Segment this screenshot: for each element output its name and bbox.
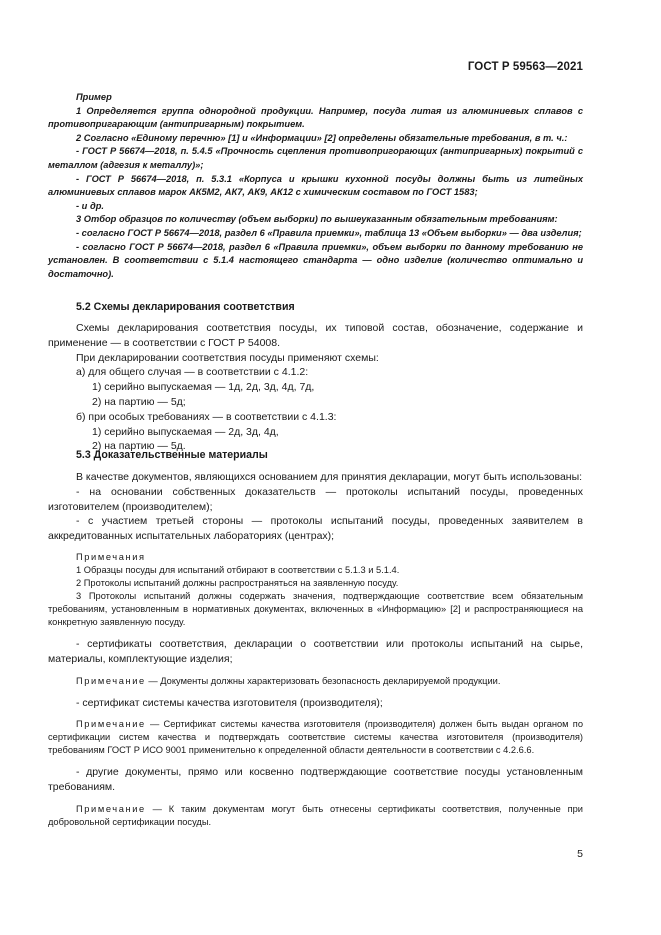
list-item: - сертификаты соответствия, декларации о соответствии или протоколы испытаний на сырье, материалы, комплектующие изделия; bbox=[48, 637, 583, 665]
example-line: - согласно ГОСТ Р 56674—2018, раздел 6 «Правила приемки», объем выборки по данному требованию не установлен. В соответствии с 5.1.4 настоящего стандарта — одно изделие (количество оптимально и достаточно). bbox=[48, 241, 583, 279]
list-item: - другие документы, прямо или косвенно подтверждающие соответствие посуды установленным требованиям. bbox=[48, 766, 583, 794]
example-title: Пример bbox=[76, 92, 112, 102]
note-item: 2 Протоколы испытаний должны распространяться на заявленную посуду. bbox=[76, 577, 399, 588]
list-item: а) для общего случая — в соответствии с 4.1.2: bbox=[76, 366, 309, 379]
list-item: - на основании собственных доказательств — протоколы испытаний посуды, проведенных изготовителем (производителем); bbox=[48, 485, 583, 513]
note-item: 3 Протоколы испытаний должны содержать значения, подтверждающие соответствие всем обязательным требованиям, установленным в нормативных документах, включенных в «Информацию» [2] и распространяющиеся на конкретную заявленную посуду. bbox=[48, 590, 583, 627]
list-item: 1) серийно выпускаемая — 1д, 2д, 3д, 4д, 7д, bbox=[92, 381, 315, 394]
paragraph: При декларировании соответствия посуды применяют схемы: bbox=[76, 351, 379, 364]
section-heading: 5.3 Доказательственные материалы bbox=[76, 449, 268, 461]
note-text: — К таким документам могут быть отнесены сертификаты соответствия, полученные при добровольной сертификации посуды. bbox=[48, 803, 584, 827]
example-line: - согласно ГОСТ Р 56674—2018, раздел 6 «Правила приемки», таблица 13 «Объем выборки» — два изделия; bbox=[76, 227, 582, 238]
note bbox=[48, 675, 583, 688]
document-id: ГОСТ Р 59563—2021 bbox=[467, 61, 583, 73]
page-number: 5 bbox=[577, 848, 583, 860]
example-line: - и др. bbox=[76, 200, 104, 211]
example-line: 2 Согласно «Единому перечню» [1] и «Информации» [2] определены обязательные требования, в т. ч.: bbox=[76, 132, 568, 143]
section-heading: 5.2 Схемы декларирования соответствия bbox=[76, 301, 295, 313]
section-5-2 bbox=[48, 300, 583, 454]
list-item: 2) на партию — 5д. bbox=[92, 440, 186, 453]
list-item: 2) на партию — 5д; bbox=[92, 395, 186, 408]
paragraph: Схемы декларирования соответствия посуды, их типовой состав, обозначение, содержание и применение — в соответствии с ГОСТ Р 54008. bbox=[48, 322, 583, 349]
note-label: Примечание bbox=[76, 675, 146, 686]
example-line: - ГОСТ Р 56674—2018, п. 5.3.1 «Корпуса и крышки кухонной посуды должны быть из литейных алюминиевых сплавов марок АК5М2, АК7, АК9, АК12 с химическим составом по ГОСТ 1583; bbox=[48, 173, 583, 198]
list-item: - с участием третьей стороны — протоколы испытаний посуды, проведенных заявителем в аккредитованных испытательных лабораториях (центрах); bbox=[48, 515, 583, 543]
note-item: 1 Образцы посуды для испытаний отбирают в соответствии с 5.1.3 и 5.1.4. bbox=[76, 564, 400, 575]
note-label: Примечание bbox=[76, 803, 146, 814]
example-line: - ГОСТ Р 56674—2018, п. 5.4.5 «Прочность сцепления противопригорающих (антипригарных) покрытий с металлом (адгезия к металлу)»; bbox=[48, 146, 583, 170]
note-text: — Документы должны характеризовать безопасность декларируемой продукции. bbox=[148, 675, 501, 686]
note-label: Примечание bbox=[76, 719, 146, 730]
notes-title: Примечания bbox=[76, 551, 146, 562]
note bbox=[48, 803, 583, 829]
example-line: 3 Отбор образцов по количеству (объем выборки) по вышеуказанным обязательным требованиям: bbox=[76, 214, 558, 225]
example-line: 1 Определяется группа однородной продукции. Например, посуда литая из алюминиевых сплавов с противопригарающим (антипригарным) покрытием. bbox=[48, 105, 583, 130]
list-item: - сертификат системы качества изготовителя (производителя); bbox=[76, 696, 383, 709]
paragraph: В качестве документов, являющихся основанием для принятия декларации, могут быть использованы: bbox=[76, 471, 583, 483]
section-5-3 bbox=[48, 448, 583, 829]
note-text: — Сертификат системы качества изготовителя (производителя) должен быть выдан органом по сертификации систем качества и подтверждать соответствие системы качества изготовителя (производителя) требованиям ГОСТ Р ИСО 9001 применительно к определенной области деятельности в соответствии с 4.2.6.6. bbox=[48, 719, 583, 756]
example-block bbox=[48, 91, 583, 281]
note bbox=[48, 718, 583, 757]
list-item: б) при особых требованиях — в соответствии с 4.1.3: bbox=[76, 410, 337, 423]
list-item: 1) серийно выпускаемая — 2д, 3д, 4д, bbox=[92, 425, 279, 438]
